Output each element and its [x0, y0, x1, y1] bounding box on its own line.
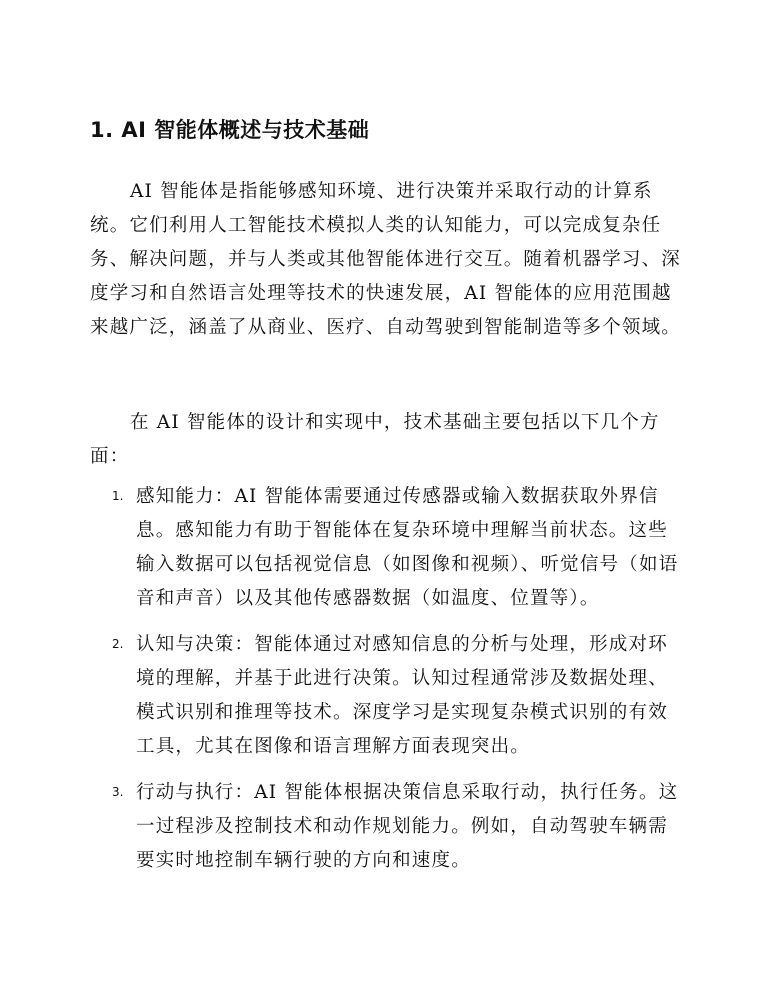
- section-heading: 1. AI 智能体概述与技术基础: [90, 118, 370, 142]
- list-item: [0, 776, 765, 878]
- list-item-text: 认知与决策：智能体通过对感知信息的分析与处理，形成对环境的理解，并基于此进行决策。认知过程通常涉及数据处理、模式识别和推理等技术。深度学习是实现复杂模式识别的有效工具，尤其在图像和语言理解方面表现突出。: [136, 634, 668, 757]
- list-item-text: 行动与执行：AI 智能体根据决策信息采取行动，执行任务。这一过程涉及控制技术和动作规划能力。例如，自动驾驶车辆需要实时地控制车辆行驶的方向和速度。: [136, 782, 679, 871]
- technical-basis-paragraph: 在 AI 智能体的设计和实现中，技术基础主要包括以下几个方面：: [90, 412, 660, 467]
- list-item-number: 3.: [112, 785, 124, 799]
- list-item: [0, 628, 765, 764]
- list-item-number: 1.: [112, 489, 124, 503]
- list-item: [0, 480, 765, 616]
- intro-paragraph: AI 智能体是指能够感知环境、进行决策并采取行动的计算系统。它们利用人工智能技术模拟人类的认知能力，可以完成复杂任务、解决问题，并与人类或其他智能体进行交互。随着机器学习、深度学习和自然语言处理等技术的快速发展，AI 智能体的应用范围越来越广泛，涵盖了从商业、医疗、自动驾驶到智能制造等多个领域。: [90, 181, 682, 338]
- list-item-text: 感知能力：AI 智能体需要通过传感器或输入数据获取外界信息。感知能力有助于智能体在复杂环境中理解当前状态。这些输入数据可以包括视觉信息（如图像和视频）、听觉信号（如语音和声音）以及其他传感器数据（如温度、位置等）。: [136, 486, 679, 609]
- list-item-number: 2.: [112, 637, 124, 651]
